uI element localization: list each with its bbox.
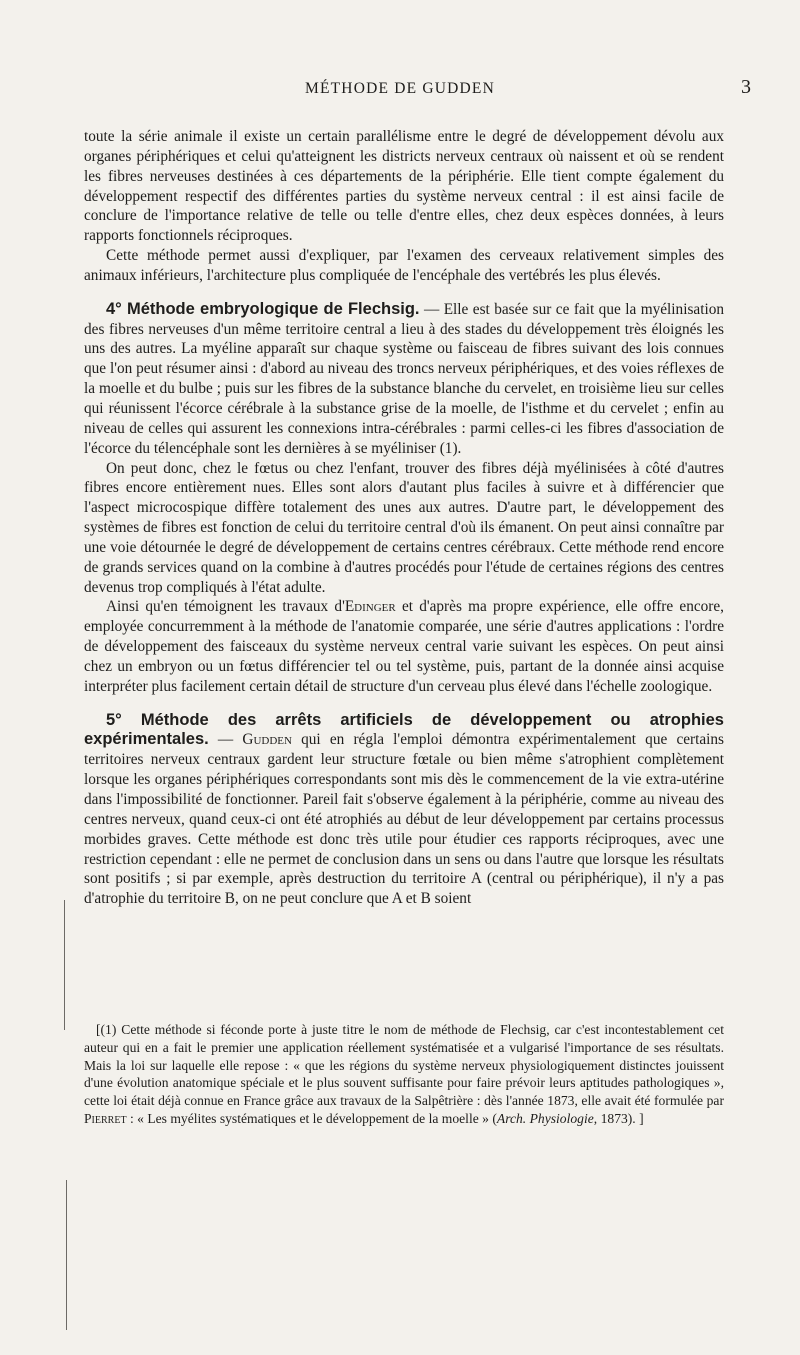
- footnote-text-a: [(1) Cette méthode si féconde porte à juste titre le nom de méthode de Flechsig, car c'est incontestablement cet auteur qui en a fait le premier une application réellement systématisée et a vulgarisé l'importance de ses résultats. Mais la loi sur laquelle elle repose : « que les régions du système nerveux physiologiquement distinctes jouissent d'une évolution anatomique spéciale et le plus souvent suffisante pour faire prévoir leurs aptitudes pathologiques », cette loi était déjà connue en France grâce aux travaux de la Salpêtrière : dès l'année 1873, elle avait été formulée par: [84, 1022, 724, 1109]
- section-flechsig: [84, 300, 724, 459]
- footnote-text-c: , 1873). ]: [593, 1110, 644, 1126]
- footnote: [84, 1021, 724, 1128]
- section-heading-gudden: 5° Méthode des arrêts artificiels de développement ou atrophies expérimentales.: [84, 710, 724, 749]
- section-heading-flechsig: 4° Méthode embryologique de Flechsig.: [106, 299, 420, 318]
- paragraph-foetus: On peut donc, chez le fœtus ou chez l'enfant, trouver des fibres déjà myélinisées à côté d'autres fibres encore entièrement nues. Elles sont alors d'autant plus faciles à suivre et à différencier que l'aspect microcospique diffère totalement des unes aux autres. D'autre part, le développement des systèmes de fibres est fonction de celui du territoire central d'où ils émanent. On peut ainsi connaître par une voie détournée le degré de développement de certains centres cérébraux. Cette méthode rend encore de grands services quand on la combine à d'autres procédés pour l'étude de certaines régions des centres devenus trop compliqués à l'état adulte.: [84, 459, 724, 596]
- footnote-text-b: : « Les myélites systématiques et le développement de la moelle » (: [126, 1110, 497, 1126]
- section-text-flechsig: — Elle est basée sur ce fait que la myélinisation des fibres nerveuses d'un même territoire central a lieu à des stades du développement très éloignés les uns des autres. La myéline apparaît sur chaque système ou faisceau de fibres suivant des lois connues que l'on peut résumer ainsi : d'abord au niveau des troncs nerveux périphériques, et des voies réflexes de la moelle et du bulbe ; puis sur les fibres de la substance blanche du cervelet, en troisième lieu sur celles qui réunissent l'écorce cérébrale à la substance grise de la moelle, de l'isthme et du cervelet ; enfin au niveau de celles qui assurent les connexions intra-cérébrales : parmi celles-ci les fibres d'association de l'écorce du télencéphale sont les dernières à se myéliniser (1).: [84, 300, 724, 457]
- page-number: 3: [741, 76, 751, 98]
- section-text-gudden-b: qui en régla l'emploi démontra expérimentalement que certains territoires nerveux centraux gardent leur structure fœtale ou bien même s'atrophient complètement lorsque les organes périphériques correspondants sont mis dès le commencement de la vie extra-utérine dans l'impossibilité de fonctionner. Pareil fait s'observe également à la périphérie, comme au niveau des centres nerveux, quand ceux-ci ont été atrophiés au début de leur développement par certains processus morbides graves. Cette méthode est donc très utile pour étudier ces rapports réciproques, avec une restriction cependant : elle ne permet de conclusion dans un sens ou dans l'autre que lorsque les résultats sont positifs ; si par exemple, après destruction du territoire A (central ou périphérique), il n'y a pas d'atrophie du territoire B, on ne peut conclure que A et B soient: [84, 731, 725, 908]
- section-gudden: [84, 711, 724, 909]
- body-text: [84, 127, 724, 909]
- author-pierret: Pierret: [84, 1110, 127, 1126]
- paragraph-comparative: Cette méthode permet aussi d'expliquer, par l'examen des cerveaux relativement simples des animaux inférieurs, l'architecture plus compliquée de l'encéphale des vertébrés les plus élevés.: [84, 247, 724, 284]
- author-edinger: Edinger: [344, 598, 396, 616]
- journal-citation: Arch. Physiologie: [496, 1110, 594, 1126]
- author-gudden: Gudden: [242, 731, 292, 749]
- running-head: MÉTHODE DE GUDDEN: [304, 80, 495, 97]
- paragraph-intro: toute la série animale il existe un certain parallélisme entre le degré de développement dévolu aux organes périphériques et celui qu'atteignent les districts nerveux centraux où naissent et où se rendent les fibres nerveuses destinées à ces départements de la périphérie. Elle tient compte également du développement respectif des différentes parties du système nerveux central : il est ainsi facile de conclure de l'importance relative de telle ou telle d'entre elles, chez deux espèces données, à leurs rapports fonctionnels réciproques.: [84, 128, 724, 245]
- page-edge-line: [64, 900, 65, 1030]
- page-edge-line: [66, 1180, 67, 1330]
- section-text-gudden-a: —: [208, 731, 243, 749]
- paragraph-edinger-b: et d'après ma propre expérience, elle offre encore, employée concurremment à la méthode de l'anatomie comparée, une série d'autres applications : l'ordre de développement des faisceaux du système nerveux central varie suivant les espèces. On peut ainsi chez un embryon ou un fœtus différencier tel ou tel système, puis, partant de la donnée ainsi acquise interpréter plus facilement certain détail de structure d'un cerveau plus élevé dans l'échelle zoologique.: [84, 598, 724, 695]
- paragraph-edinger-a: Ainsi qu'en témoignent les travaux d': [106, 598, 345, 616]
- paragraph-edinger: [84, 597, 724, 696]
